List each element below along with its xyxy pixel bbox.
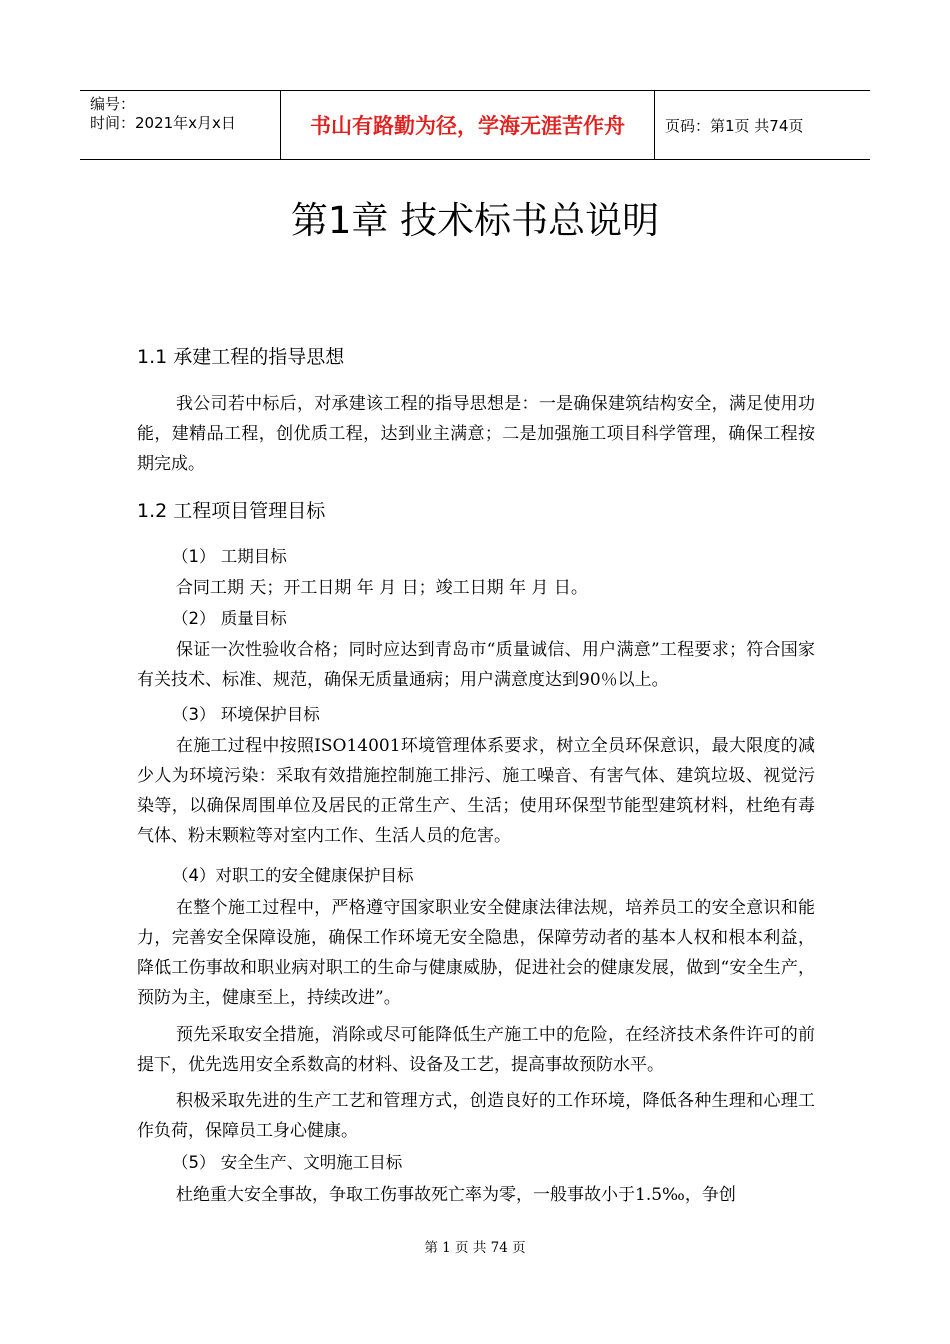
- goal-paragraph-environment: 在施工过程中按照ISO14001环境管理体系要求，树立全员环保意识，最大限度的减少人为环境污染：采取有效措施控制施工排污、施工噪音、有害气体、建筑垃圾、视觉污染等，以确保周围单位及居民的正常生产、生活；使用环保型节能型建筑材料，杜绝有毒气体、粉末颗粒等对室内工作、生活人员的危害。: [137, 736, 815, 846]
- page-footer: 第 1 页 共 74 页: [424, 1240, 526, 1256]
- goal-heading-schedule: （1） 工期目标: [172, 547, 287, 566]
- goal-heading-safety-health: （4）对职工的安全健康保护目标: [172, 866, 414, 885]
- document-time-label: 时间：2021年x月x日: [90, 114, 236, 132]
- goal-paragraph-schedule: 合同工期 天；开工日期 年 月 日；竣工日期 年 月 日。: [176, 578, 588, 598]
- goal-paragraph-safety-health-3: 积极采取先进的生产工艺和管理方式，创造良好的工作环境，降低各种生理和心理工作负荷，保障员工身心健康。: [137, 1091, 815, 1141]
- chapter-title: 第1章 技术标书总说明: [290, 199, 660, 242]
- goal-paragraph-safe-production: 杜绝重大安全事故，争取工伤事故死亡率为零，一般事故小于1.5‰，争创: [176, 1185, 736, 1205]
- section-heading-1-2: 1.2 工程项目管理目标: [137, 500, 326, 522]
- goal-paragraph-quality: 保证一次性验收合格；同时应达到青岛市“质量诚信、用户满意”工程要求；符合国家有关技术、标准、规范，确保无质量通病；用户满意度达到90％以上。: [137, 640, 815, 690]
- header-table: [80, 90, 870, 160]
- goal-heading-environment: （3） 环境保护目标: [172, 705, 320, 724]
- goal-heading-safe-production: （5） 安全生产、文明施工目标: [172, 1153, 403, 1172]
- document-number-label: 编号：: [90, 95, 136, 113]
- goal-paragraph-safety-health-2: 预先采取安全措施，消除或尽可能降低生产施工中的危险，在经济技术条件许可的前提下，优先选用安全系数高的材料、设备及工艺，提高事故预防水平。: [137, 1025, 815, 1075]
- goal-paragraph-safety-health-1: 在整个施工过程中，严格遵守国家职业安全健康法律法规，培养员工的安全意识和能力，完善安全保障设施，确保工作环境无安全隐患，保障劳动者的基本人权和根本利益，降低工伤事故和职业病对职工的生命与健康威胁，促进社会的健康发展，做到“安全生产，预防为主，健康至上，持续改进”。: [137, 898, 815, 1008]
- header-meta-cell: [80, 91, 281, 159]
- section-heading-1-1: 1.1 承建工程的指导思想: [137, 346, 345, 368]
- header-page-info: 页码：第1页 共74页: [665, 116, 804, 135]
- header-motto: 书山有路勤为径，学海无涯苦作舟: [281, 91, 655, 159]
- goal-heading-quality: （2） 质量目标: [172, 609, 287, 628]
- section-1-1-paragraph: 我公司若中标后，对承建该工程的指导思想是：一是确保建筑结构安全，满足使用功能，建精品工程，创优质工程，达到业主满意；二是加强施工项目科学管理，确保工程按期完成。: [137, 394, 815, 474]
